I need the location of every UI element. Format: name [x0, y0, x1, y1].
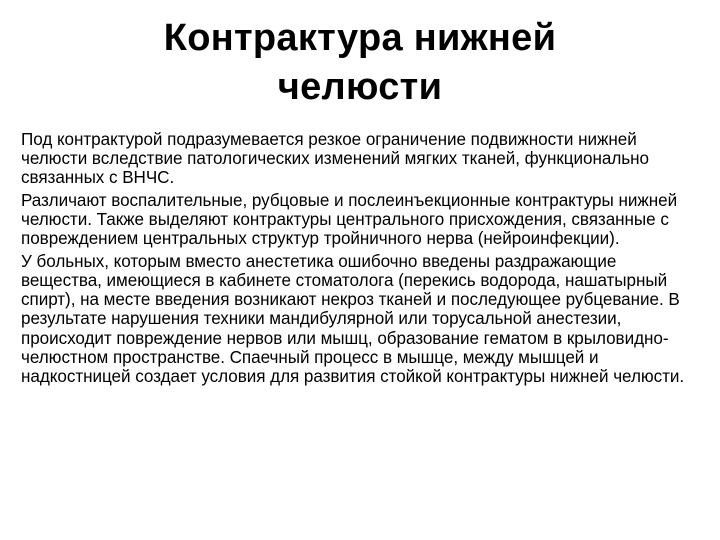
paragraph-causes: У больных, которым вместо анестетика ошибочно введены раздражающие вещества, имеющиеся в кабинете стоматолога (перекись водорода, нашатырный спирт), на месте введения возникают некроз тканей и последующее рубцевание. В результате нарушения техники мандибулярной или торусальной анестезии, происходит повреждение нервов или мышц, образование гематом в крыловидно-челюстном пространстве. Спаечный процесс в мышце, между мышцей и надкостницей создает условия для развития стойкой контрактуры нижней челюсти. — [21, 252, 685, 386]
paragraph-classification: Различают воспалительные, рубцовые и послеинъекционные контрактуры нижней челюсти. Также выделяют контрактуры центрального присхождения, связанные с повреждением центральных структур тройничного нерва (нейроинфекции). — [21, 191, 678, 249]
slide-title-line-1: Контрактура нижней — [163, 17, 557, 59]
paragraph-definition: Под контрактурой подразумевается резкое ограничение подвижности нижней челюсти вследствие патологических изменений мягких тканей, функционально связанных с ВНЧС. — [21, 130, 649, 188]
slide-title-line-2: челюсти — [277, 66, 443, 108]
slide-body — [21, 130, 701, 390]
slide-title — [60, 14, 660, 112]
